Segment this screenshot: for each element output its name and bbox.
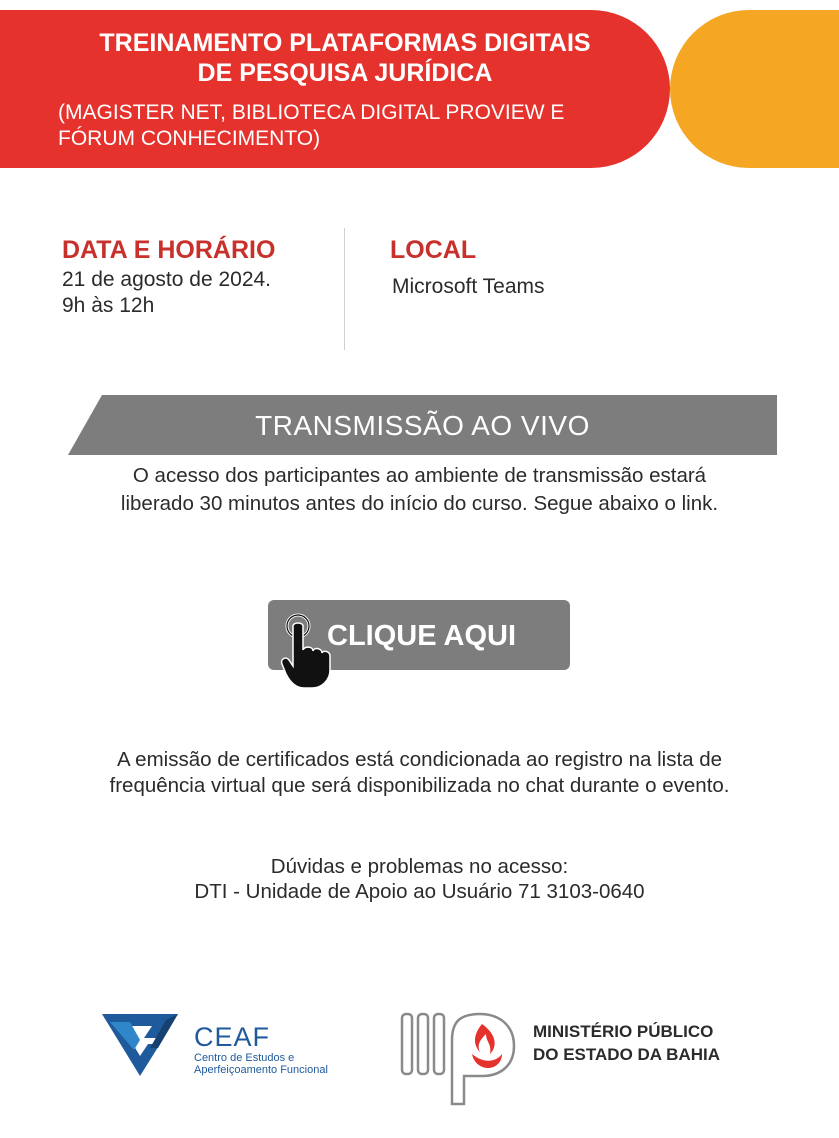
event-subtitle-line1: (MAGISTER NET, BIBLIOTECA DIGITAL PROVIEW E — [58, 101, 565, 124]
live-info-line1: O acesso dos participantes ao ambiente de transmissão estará — [132, 464, 707, 487]
location-value: Microsoft Teams — [392, 275, 545, 298]
schedule-title: DATA E HORÁRIO — [62, 236, 276, 264]
mp-bahia-logo-icon — [400, 1010, 518, 1106]
event-title-line2: DE PESQUISA JURÍDICA — [197, 59, 493, 87]
ceaf-subtitle — [194, 1052, 328, 1076]
ceaf-logo-icon — [100, 1010, 180, 1080]
mp-name-line1: MINISTÉRIO PÚBLICO — [533, 1022, 714, 1041]
event-subtitle-line2: FÓRUM CONHECIMENTO) — [58, 127, 321, 150]
live-banner-label: TRANSMISSÃO AO VIVO — [255, 410, 590, 441]
header-accent-shape — [670, 10, 839, 168]
support-line1: Dúvidas e problemas no acesso: — [270, 855, 569, 878]
certificate-info-line2: frequência virtual que será disponibilizada no chat durante o evento. — [109, 774, 730, 797]
mp-name-line2: DO ESTADO DA BAHIA — [533, 1045, 720, 1064]
pointing-hand-icon[interactable] — [280, 612, 332, 690]
support-line2: DTI - Unidade de Apoio ao Usuário 71 3103-0640 — [194, 880, 645, 903]
ceaf-subtitle-line2: Aperfeiçoamento Funcional — [194, 1064, 328, 1076]
certificate-info-line1: A emissão de certificados está condicionada ao registro na lista de — [116, 748, 723, 771]
schedule-time: 9h às 12h — [62, 294, 155, 317]
event-title-line1: TREINAMENTO PLATAFORMAS DIGITAIS — [99, 29, 591, 57]
schedule-date: 21 de agosto de 2024. — [62, 268, 272, 291]
click-here-label[interactable]: CLIQUE AQUI — [327, 620, 517, 652]
ceaf-subtitle-line1: Centro de Estudos e — [194, 1052, 295, 1064]
ceaf-name: CEAF — [194, 1022, 271, 1052]
mp-name — [533, 1020, 720, 1066]
live-info-line2: liberado 30 minutos antes do início do curso. Segue abaixo o link. — [120, 492, 719, 515]
section-divider — [344, 228, 345, 350]
location-title: LOCAL — [390, 236, 477, 264]
